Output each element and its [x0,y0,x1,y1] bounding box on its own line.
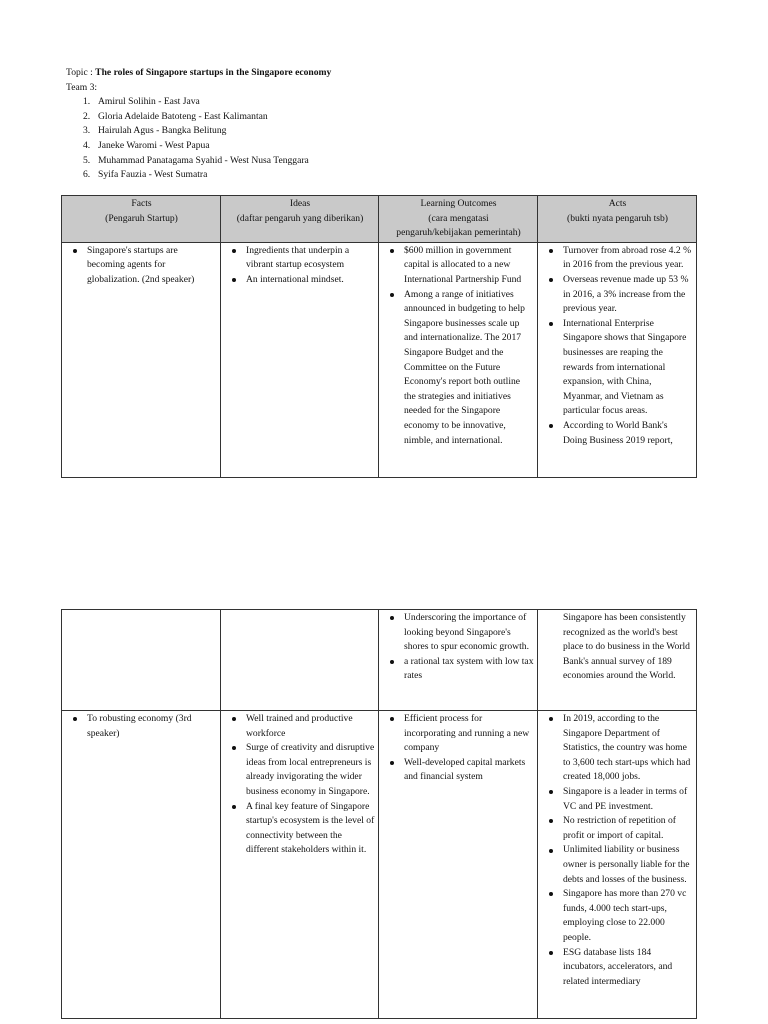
header-facts: Facts (Pengaruh Startup) [62,196,221,243]
list-item: According to World Bank's Doing Business 2019 report, [563,419,693,448]
header-ideas: Ideas (daftar pengaruh yang diberikan) [221,196,379,243]
startup-table-part-1 [61,195,697,478]
team-member: 4. Janeke Waromi - West Papua [83,139,210,151]
outcomes-cell [379,242,538,477]
list-item: Ingredients that underpin a vibrant startup ecosystem [246,244,375,273]
team-member: 2. Gloria Adelaide Batoteng - East Kalimantan [83,110,268,122]
table-row [62,242,697,477]
list-item: Singapore has more than 270 vc funds, 4.000 tech start-ups, employing close to 22.000 people. [563,887,693,945]
ideas-cell [221,711,379,1019]
list-item: Turnover from abroad rose 4.2 % in 2016 from the previous year. [563,244,693,273]
list-item: Surge of creativity and disruptive ideas from local entrepreneurs is already invigorating the wider business economy in Singapore. [246,741,375,799]
list-item: An international mindset. [246,273,375,288]
team-member: 1. Amirul Solihin - East Java [83,96,200,108]
list-item: Among a range of initiatives announced in budgeting to help Singapore businesses scale up and internationalize. The 2017 Singapore Budget and the Committee on the Future Economy's report both outline the strategies and initiatives needed for the Singapore economy to be innovative, nimble, and international. [404,288,534,449]
team-member: 5. Muhammad Panatagama Syahid - West Nusa Tenggara [83,154,309,166]
table-row [62,610,697,711]
acts-cell [538,610,697,711]
continued-text: Singapore has been consistently recognized as the world's best place to do business in the World Bank's annual survey of 189 economies around the World. [563,612,690,682]
team-label: Team 3: [66,81,98,93]
facts-cell [62,242,221,477]
list-item: Well-developed capital markets and financial system [404,756,534,785]
ideas-cell [221,610,379,711]
team-member: 3. Hairulah Agus - Bangka Belitung [83,125,227,137]
list-item: No restriction of repetition of profit or import of capital. [563,814,693,843]
acts-cell [538,242,697,477]
list-item: Efficient process for incorporating and running a new company [404,712,534,756]
list-item: A final key feature of Singapore startup's ecosystem is the level of connectivity between the different stakeholders within it. [246,800,375,858]
outcomes-cell [379,711,538,1019]
facts-cell [62,711,221,1019]
document-header [66,66,706,183]
header-learning-outcomes: Learning Outcomes (cara mengatasi pengaruh/kebijakan pemerintah) [379,196,538,243]
list-item: a rational tax system with low tax rates [404,655,534,684]
list-item: Overseas revenue made up 53 % in 2016, a 3% increase from the previous year. [563,273,693,317]
table-header-row [62,196,697,243]
list-item: Singapore's startups are becoming agents for globalization. (2nd speaker) [87,244,217,288]
list-item: Well trained and productive workforce [246,712,375,741]
list-item: Singapore is a leader in terms of VC and PE investment. [563,785,693,814]
team-member: 6. Syifa Fauzia - West Sumatra [83,169,208,181]
acts-cell [538,711,697,1019]
list-item: To robusting economy (3rd speaker) [87,712,217,741]
list-item: Unlimited liability or business owner is personally liable for the debts and losses of the business. [563,843,693,887]
table-row [62,711,697,1019]
team-member-list [66,95,706,183]
startup-table-part-2 [61,609,697,1019]
list-item: ESG database lists 184 incubators, accelerators, and related intermediary [563,946,693,990]
topic-label: Topic : [66,67,96,78]
ideas-cell [221,242,379,477]
topic-title: The roles of Singapore startups in the Singapore economy [95,67,332,78]
topic-line [66,66,706,81]
list-item: Underscoring the importance of looking beyond Singapore's shores to spur economic growth. [404,611,534,655]
list-item: International Enterprise Singapore shows that Singapore businesses are reaping the rewards from international expansion, with China, Myanmar, and Vietnam as particular focus areas. [563,317,693,419]
list-item: In 2019, according to the Singapore Department of Statistics, the country was home to 3,600 tech start-ups which had created 18,000 jobs. [563,712,693,785]
facts-cell [62,610,221,711]
list-item: $600 million in government capital is allocated to a new International Partnership Fund [404,244,534,288]
outcomes-cell [379,610,538,711]
header-acts: Acts (bukti nyata pengaruh tsb) [538,196,697,243]
